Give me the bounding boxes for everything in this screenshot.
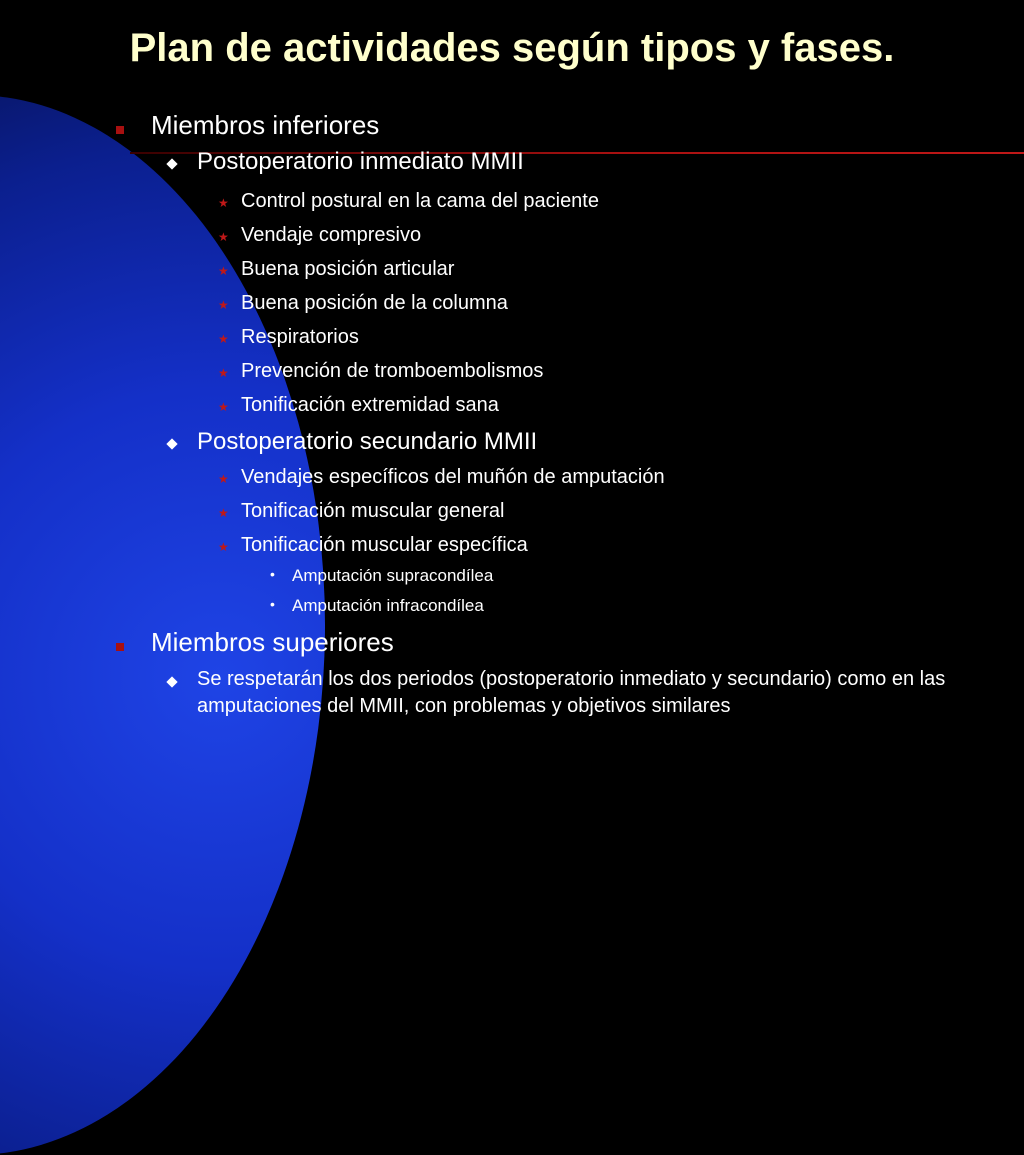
list-item: Postoperatorio inmediato MMII (197, 148, 524, 175)
list-item: Tonificación muscular general (241, 500, 505, 522)
list-item: Tonificación muscular específica (241, 534, 528, 556)
list-item: Buena posición articular (241, 258, 455, 280)
star-bullet-icon: ★ (218, 366, 229, 380)
list-item: Vendaje compresivo (241, 224, 422, 246)
star-bullet-icon: ★ (218, 400, 229, 414)
dot-bullet-icon: • (270, 566, 275, 582)
list-item: Miembros inferiores (151, 110, 380, 140)
slide-title: Plan de actividades según tipos y fases. (129, 26, 895, 70)
list-item: Buena posición de la columna (241, 292, 508, 314)
diamond-bullet-icon (166, 158, 177, 169)
star-bullet-icon: ★ (218, 332, 229, 346)
star-bullet-icon: ★ (218, 230, 229, 244)
star-bullet-icon: ★ (218, 540, 229, 554)
list-item: Amputación supracondílea (292, 566, 494, 585)
list-item: Vendajes específicos del muñón de amputación (241, 466, 665, 488)
background-blue-arc (0, 95, 325, 1155)
list-item: Se respetarán los dos periodos (postoperatorio inmediato y secundario) como en las amputaciones del MMII, con problemas y objetivos similares (197, 668, 946, 717)
square-bullet-icon (116, 643, 124, 651)
star-bullet-icon: ★ (218, 506, 229, 520)
star-bullet-icon: ★ (218, 264, 229, 278)
list-item: Respiratorios (241, 326, 359, 348)
list-item: Control postural en la cama del paciente (241, 190, 599, 212)
star-bullet-icon: ★ (218, 196, 229, 210)
list-item: Miembros superiores (151, 627, 394, 657)
list-item: Prevención de tromboembolismos (241, 360, 544, 382)
list-item: Amputación infracondílea (292, 596, 484, 615)
list-item: Postoperatorio secundario MMII (197, 428, 538, 455)
star-bullet-icon: ★ (218, 472, 229, 486)
dot-bullet-icon: • (270, 596, 275, 612)
star-bullet-icon: ★ (218, 298, 229, 312)
square-bullet-icon (116, 126, 124, 134)
list-item: Tonificación extremidad sana (241, 394, 499, 416)
